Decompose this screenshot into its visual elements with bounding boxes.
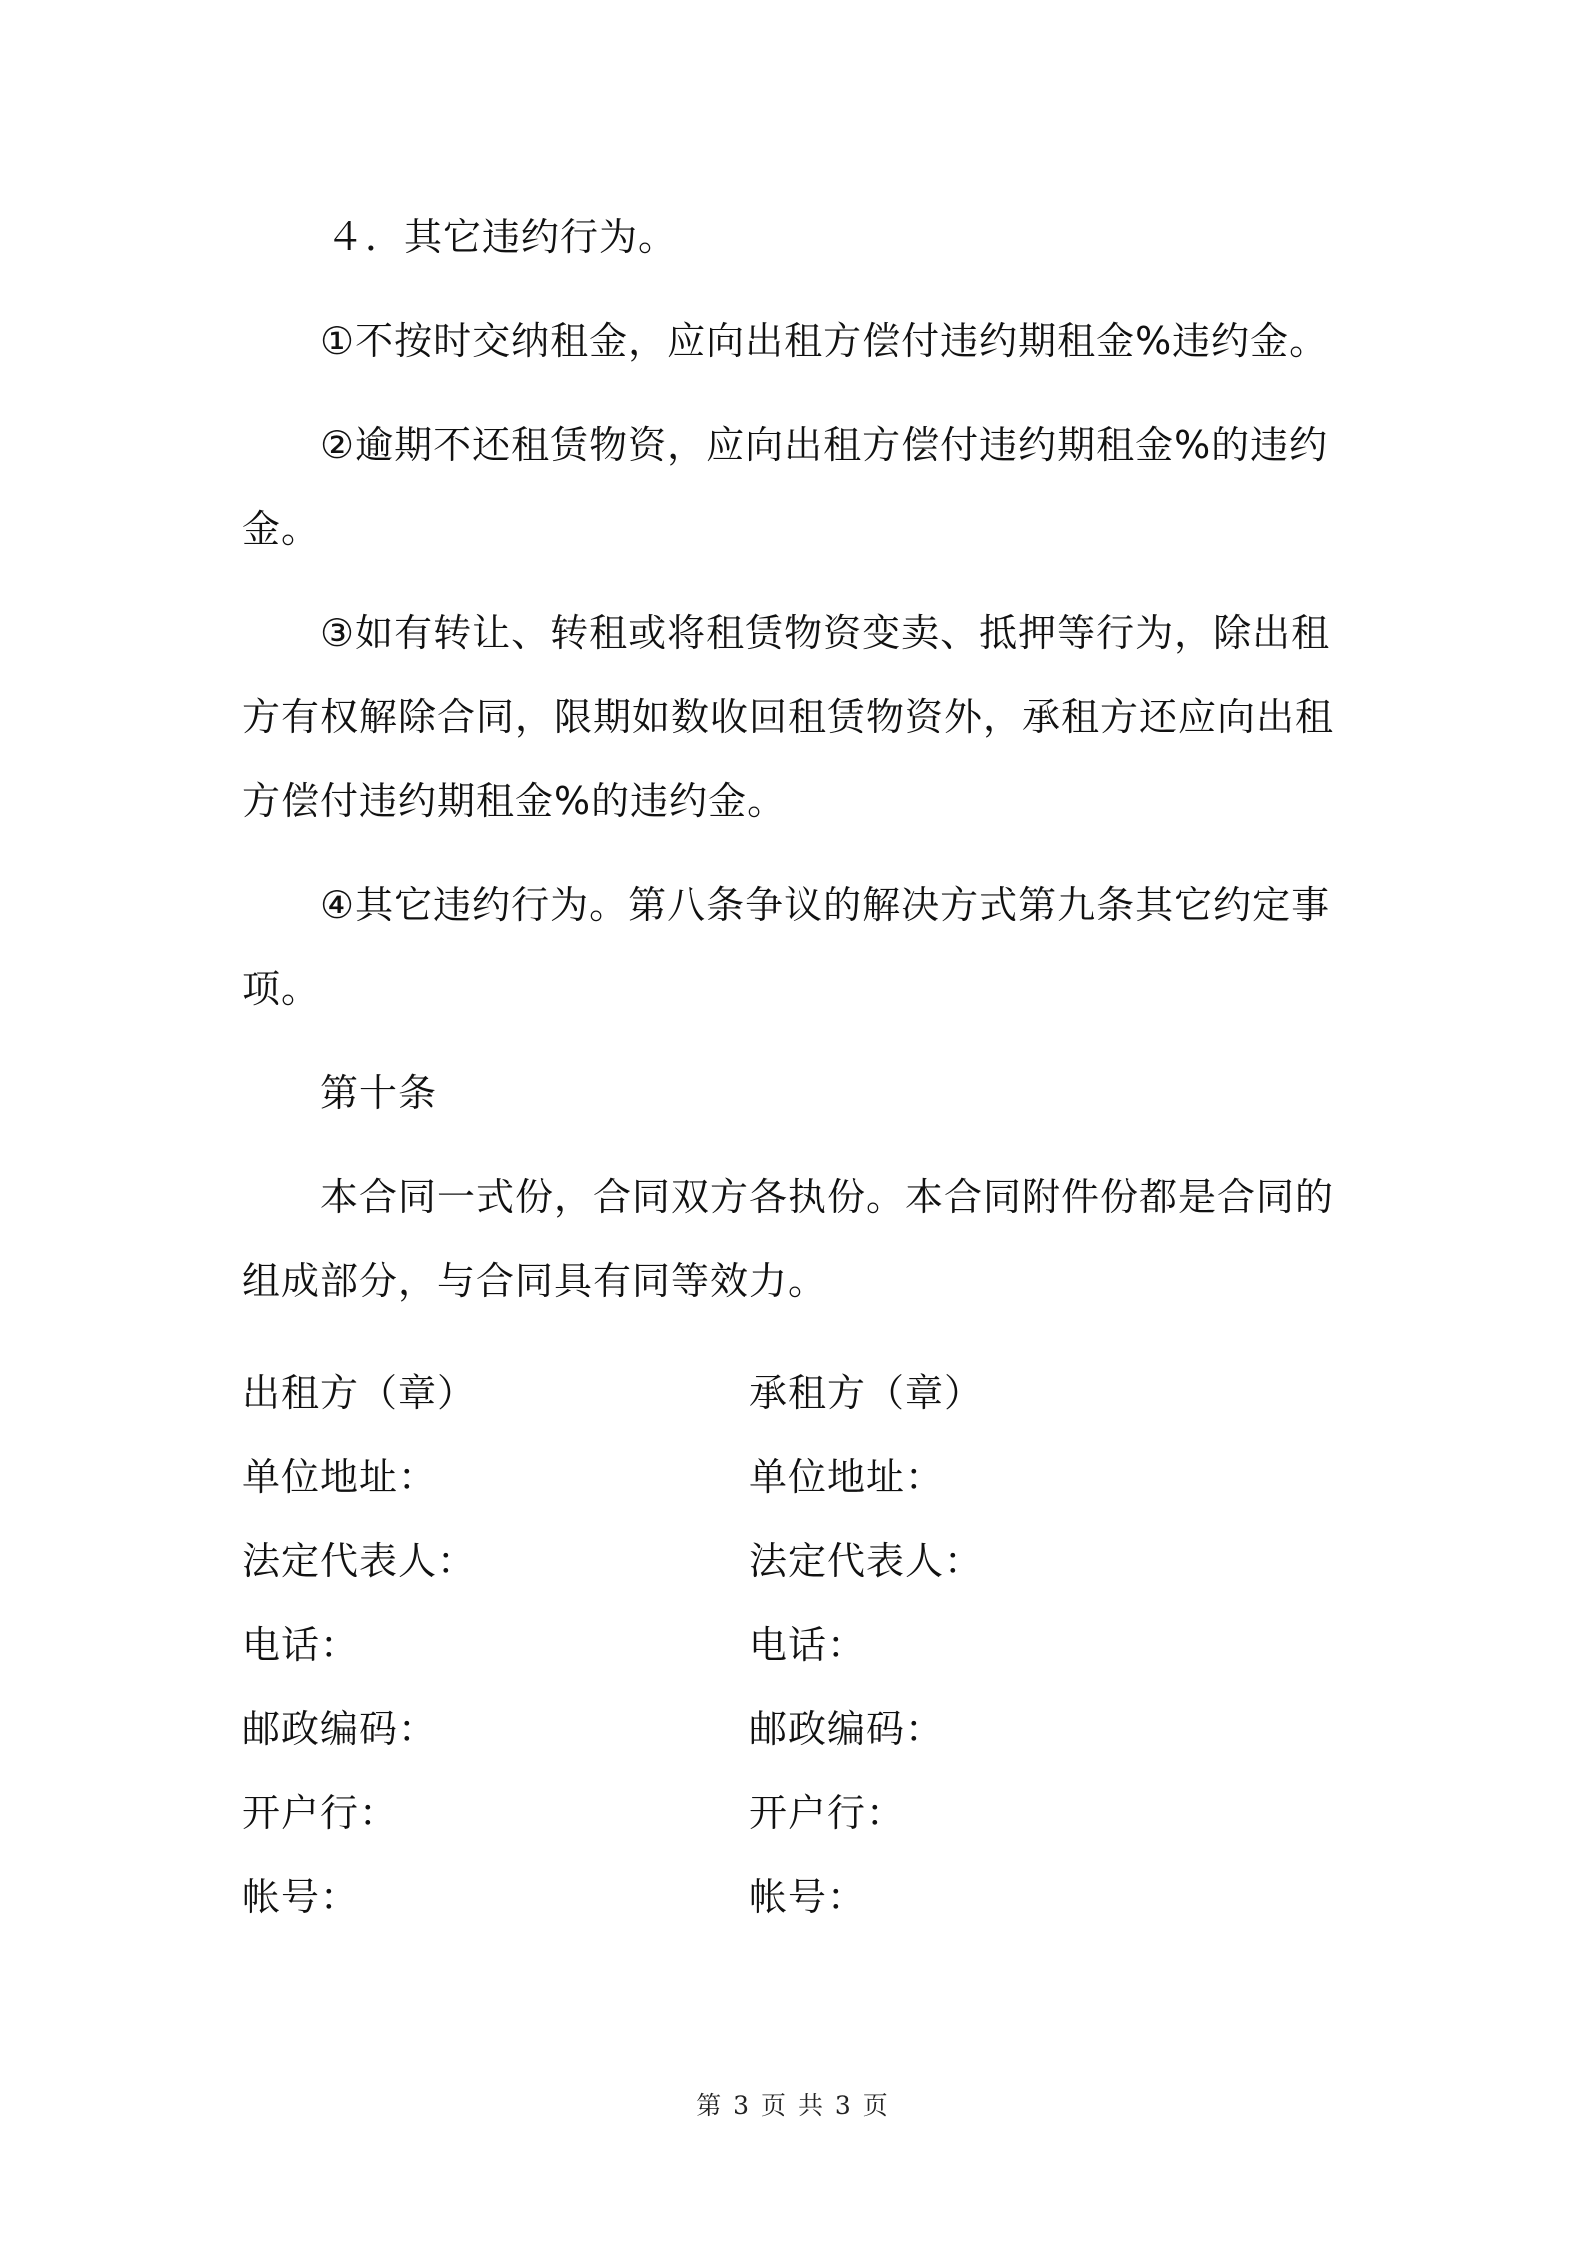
- paragraph-line: 方有权解除合同，限期如数收回租赁物资外，承租方还应向出租: [242, 695, 1335, 739]
- lessee-postcode-label: 邮政编码：: [749, 1706, 945, 1751]
- paragraph-line: ４．其它违约行为。: [326, 215, 678, 259]
- signature-row-seal: [242, 1347, 1348, 1431]
- signature-block: [242, 1347, 1348, 1935]
- paragraph-clause-1: [242, 299, 1348, 383]
- signature-row-representative: [242, 1515, 1348, 1599]
- paragraph-line: ④其它违约行为。第八条争议的解决方式第九条其它约定事: [320, 883, 1331, 927]
- paragraph-other-breach: [242, 195, 1348, 279]
- paragraph-clause-3: [242, 591, 1348, 843]
- lessee-account-label: 帐号：: [749, 1874, 867, 1919]
- page-number-footer: 第 3 页 共 3 页: [696, 2091, 890, 2120]
- paragraph-line: 金。: [242, 507, 321, 551]
- lessee-address-label: 单位地址：: [749, 1454, 945, 1499]
- article-ten-heading: [242, 1051, 1348, 1135]
- paragraph-line: 组成部分，与合同具有同等效力。: [242, 1259, 828, 1303]
- signature-row-phone: [242, 1599, 1348, 1683]
- lessee-phone-label: 电话：: [749, 1622, 867, 1667]
- paragraph-line: ③如有转让、转租或将租赁物资变卖、抵押等行为，除出租: [320, 611, 1331, 655]
- paragraph-clause-4: [242, 863, 1348, 1031]
- lessor-seal-label: 出租方（章）: [242, 1370, 477, 1415]
- paragraph-line: 本合同一式份，合同双方各执份。本合同附件份都是合同的: [320, 1175, 1335, 1219]
- paragraph-line: 方偿付违约期租金%的违约金。: [242, 779, 787, 823]
- signature-row-postcode: [242, 1683, 1348, 1767]
- lessee-representative-label: 法定代表人：: [749, 1538, 984, 1583]
- paragraph-line: ①不按时交纳租金，应向出租方偿付违约期租金%违约金。: [320, 319, 1329, 363]
- signature-row-address: [242, 1431, 1348, 1515]
- paragraph-line: 项。: [242, 967, 321, 1011]
- paragraph-clause-2: [242, 403, 1348, 571]
- lessor-postcode-label: 邮政编码：: [242, 1706, 438, 1751]
- lessor-address-label: 单位地址：: [242, 1454, 438, 1499]
- paragraph-line: 第十条: [320, 1071, 438, 1115]
- signature-row-bank: [242, 1767, 1348, 1851]
- lessee-seal-label: 承租方（章）: [749, 1370, 984, 1415]
- document-body: [242, 195, 1348, 1935]
- lessor-bank-label: 开户行：: [242, 1790, 399, 1835]
- paragraph-line: ②逾期不还租赁物资，应向出租方偿付违约期租金%的违约: [320, 423, 1329, 467]
- lessor-phone-label: 电话：: [242, 1622, 360, 1667]
- signature-row-account: [242, 1851, 1348, 1935]
- lessor-account-label: 帐号：: [242, 1874, 360, 1919]
- lessee-bank-label: 开户行：: [749, 1790, 906, 1835]
- lessor-representative-label: 法定代表人：: [242, 1538, 477, 1583]
- paragraph-copies: [242, 1155, 1348, 1323]
